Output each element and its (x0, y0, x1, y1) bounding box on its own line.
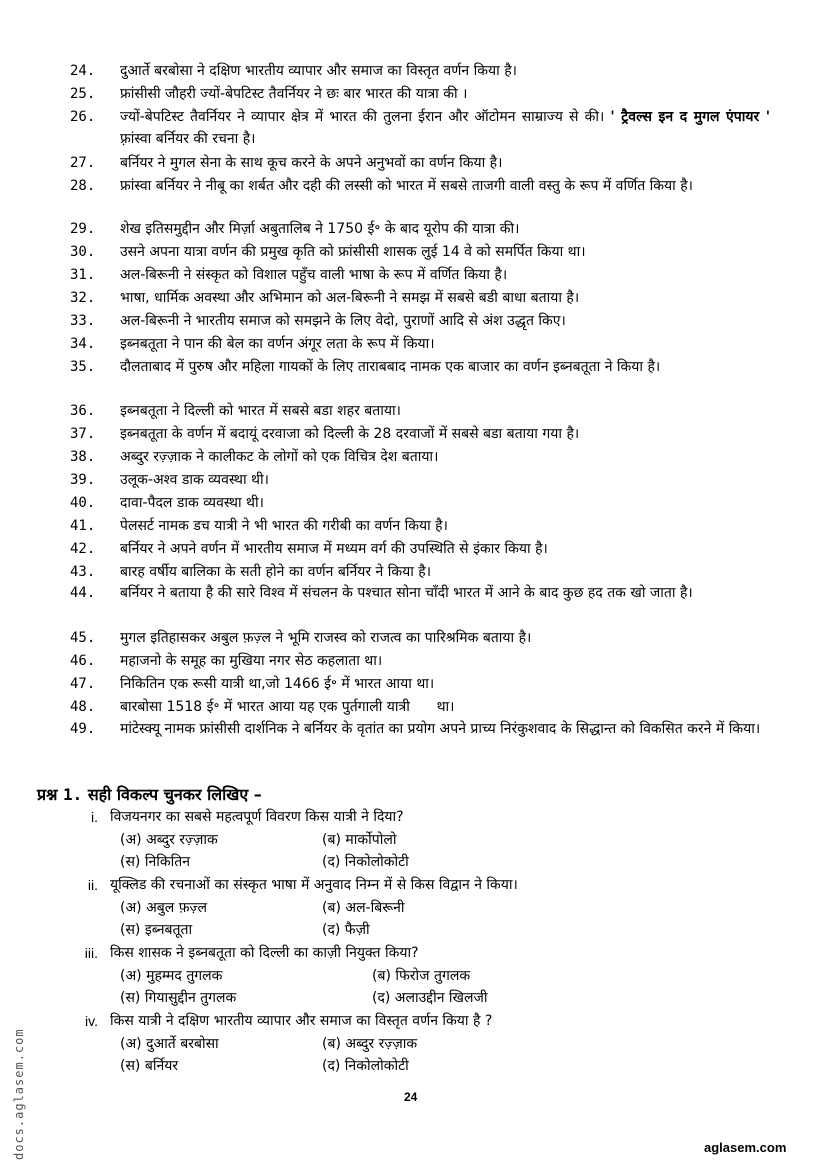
statement-34 (70, 333, 770, 355)
statement-number: 26. (70, 109, 96, 125)
brand-footer[interactable]: aglasem.com (704, 1140, 787, 1155)
statement-text: अल-बिरूनी ने भारतीय समाज को समझने के लिए वेदो, पुराणों आदि से अंश उद्धृत किए। (120, 313, 566, 329)
statement-text: बर्नियर ने बताया है की सारे विश्व में संचलन के पश्चात सोना चाँदी भारत में आने के बाद कुछ हद तक खो जाता है। (120, 585, 693, 601)
statement-number: 30. (70, 244, 96, 260)
option-c: (स) इब्नबतूता (120, 922, 193, 938)
statement-number: 47. (70, 676, 96, 692)
side-watermark: docs.aglasem.com (12, 1028, 26, 1160)
statement-number: 43. (70, 564, 96, 580)
statement-text: अल-बिरूनी ने संस्कृत को विशाल पहुँच वाली भाषा के रूप में वर्णित किया है। (120, 267, 508, 283)
statement-text: बर्नियर ने अपने वर्णन में भारतीय समाज में मध्यम वर्ग की उपस्थिति से इंकार किया है। (120, 541, 548, 557)
statement-38 (70, 446, 770, 468)
statement-39 (70, 469, 770, 491)
option-b: (ब) अल-बिरूनी (322, 900, 405, 916)
statement-text: पेलसर्ट नामक डच यात्री ने भी भारत की गरीबी का वर्णन किया है। (120, 518, 448, 534)
question-number: iv. (85, 1013, 98, 1029)
statement-25 (70, 83, 770, 105)
statement-number: 28. (70, 178, 96, 194)
statement-37 (70, 423, 770, 445)
statement-number: 32. (70, 290, 96, 306)
statement-24 (70, 60, 770, 82)
question-text: किस यात्री ने दक्षिण भारतीय व्यापार और समाज का विस्तृत वर्णन किया है ? (110, 1013, 493, 1029)
statement-number: 38. (70, 449, 96, 465)
statement-text: फ्रांस्वा बर्नियर ने नीबू का शर्बत और दही की लस्सी को भारत में सबसे ताजगी वाली वस्तु के रूप में वर्णित किया है। (120, 178, 693, 194)
statement-number: 42. (70, 541, 96, 557)
question-number: ii. (87, 877, 98, 893)
statement-number: 40. (70, 495, 96, 511)
option-d: (द) अलाउद्दीन खिलजी (372, 990, 488, 1006)
statement-43 (70, 561, 770, 583)
question-number: iii. (84, 945, 98, 961)
statement-text: दुआर्ते बरबोसा ने दक्षिण भारतीय व्यापार और समाज का विस्तृत वर्णन किया है। (120, 63, 517, 79)
statement-31 (70, 264, 770, 286)
statement-text: निकितिन एक रूसी यात्री था,जो 1466 ई॰ में भारत आया था। (120, 676, 435, 692)
statement-text: मांटेस्क्यू नामक फ्रांसीसी दार्शनिक ने बर्नियर के वृतांत का प्रयोग अपने प्राच्य निरंकुशवाद के सिद्धान्त को विकसित करने में किया। (120, 721, 761, 737)
statement-number: 41. (70, 518, 96, 534)
statement-text: दावा-पैदल डाक व्यवस्था थी। (120, 495, 264, 511)
statement-number: 29. (70, 221, 96, 237)
statement-text: अब्दुर रज़्ज़ाक ने कालीकट के लोगों को एक विचित्र देश बताया। (120, 449, 439, 465)
option-b: (ब) अब्दुर रज़्ज़ाक (322, 1036, 418, 1052)
statement-42 (70, 538, 770, 560)
statement-33 (70, 310, 770, 332)
statement-number: 34. (70, 336, 96, 352)
statement-text: ज्यों-बेपटिस्ट तैवर्नियर ने व्यापार क्षेत्र में भारत की तुलना ईरान और ऑटोमन साम्राज्य से की। ' ट्रैवल्स इन द मुगल एंपायर ' फ़्रांस्वा बर्नियर की रचना है। (120, 109, 770, 148)
statement-text: भाषा, धार्मिक अवस्था और अभिमान को अल-बिरूनी ने समझ में सबसे बडी बाधा बताया है। (120, 290, 580, 306)
option-b: (ब) मार्कोपोलो (322, 832, 397, 848)
statement-text: बारबोसा 1518 ई॰ में भारत आया यह एक पुर्तगाली यात्री था। (120, 699, 455, 715)
statement-text: महाजनो के समूह का मुखिया नगर सेठ कहलाता था। (120, 653, 383, 669)
statement-number: 27. (70, 155, 96, 171)
question-number: i. (91, 809, 98, 825)
statement-text: उलूक-अश्व डाक व्यवस्था थी। (120, 472, 269, 488)
statement-30 (70, 241, 770, 263)
section-title: सही विकल्प चुनकर लिखिए – (87, 785, 262, 804)
statement-45 (70, 627, 770, 649)
statement-number: 37. (70, 426, 96, 442)
statement-47 (70, 673, 770, 695)
statement-number: 48. (70, 699, 96, 715)
statement-text: इब्नबतूता ने पान की बेल का वर्णन अंगूर लता के रूप में किया। (120, 336, 435, 352)
statement-number: 39. (70, 472, 96, 488)
option-c: (स) निकितिन (120, 854, 190, 870)
statement-number: 44. (70, 585, 96, 601)
statement-29 (70, 218, 770, 240)
statement-number: 25. (70, 86, 96, 102)
statement-text: शेख इतिसमुद्दीन और मिर्ज़ा अबुतालिब ने 1750 ई॰ के बाद यूरोप की यात्रा की। (120, 221, 520, 237)
statement-text: इब्नबतूता ने दिल्ली को भारत में सबसे बडा शहर बताया। (120, 403, 401, 419)
statement-text: दौलताबाद में पुरुष और महिला गायकों के लिए ताराबबाद नामक एक बाजार का वर्णन इब्नबतूता ने किया है। (120, 359, 661, 375)
section-label: प्रश्न (37, 785, 58, 804)
statement-number: 31. (70, 267, 96, 283)
statement-36 (70, 400, 770, 422)
option-a: (अ) मुहम्मद तुगलक (120, 968, 223, 984)
option-d: (द) फैज़ी (322, 922, 370, 938)
statement-text: बर्नियर ने मुगल सेना के साथ कूच करने के अपने अनुभवों का वर्णन किया है। (120, 155, 503, 171)
option-a: (अ) अब्दुर रज़्ज़ाक (120, 832, 218, 848)
statement-number: 24. (70, 63, 96, 79)
statement-number: 35. (70, 359, 96, 375)
option-c: (स) बर्नियर (120, 1058, 179, 1074)
statement-number: 46. (70, 653, 96, 669)
option-c: (स) गियासुद्दीन तुगलक (120, 990, 237, 1006)
page-number: 24 (404, 1090, 418, 1104)
statement-text: फ्रांसीसी जौहरी ज्यों-बेपटिस्ट तैवर्नियर ने छः बार भारत की यात्रा की । (120, 86, 468, 102)
question-text: यूक्लिड की रचनाओं का संस्कृत भाषा में अनुवाद निम्न में से किस विद्वान ने किया। (110, 877, 518, 893)
statement-text: मुगल इतिहासकर अबुल फ़ज़्ल ने भूमि राजस्व को राजत्व का पारिश्रमिक बताया है। (120, 630, 532, 646)
statement-35 (70, 356, 770, 378)
option-b: (ब) फिरोज तुगलक (372, 968, 471, 984)
statement-48 (70, 696, 770, 718)
section-heading (37, 783, 262, 805)
statement-49 (70, 718, 770, 740)
statement-32 (70, 287, 770, 309)
section-number: 1. (63, 785, 83, 804)
statement-28 (70, 175, 770, 197)
statement-number: 33. (70, 313, 96, 329)
statement-number: 45. (70, 630, 96, 646)
statement-number: 49. (70, 721, 96, 737)
question-text: किस शासक ने इब्नबतूता को दिल्ली का काज़ी नियुक्त किया? (110, 945, 419, 961)
question-text: विजयनगर का सबसे महत्वपूर्ण विवरण किस यात्री ने दिया? (110, 809, 404, 825)
statement-text: उसने अपना यात्रा वर्णन की प्रमुख कृति को फ्रांसीसी शासक लुई 14 वे को समर्पित किया था। (120, 244, 586, 260)
statement-number: 36. (70, 403, 96, 419)
statement-26 (70, 106, 770, 151)
statement-text: बारह वर्षीय बालिका के सती होने का वर्णन बर्नियर ने किया है। (120, 564, 432, 580)
option-d: (द) निकोलोकोटी (322, 1058, 409, 1074)
statement-44 (70, 582, 770, 604)
option-d: (द) निकोलोकोटी (322, 854, 409, 870)
statement-46 (70, 650, 770, 672)
statement-40 (70, 492, 770, 514)
statement-text: इब्नबतूता के वर्णन में बदायूं दरवाजा को दिल्ली के 28 दरवाजों में सबसे बडा बताया गया है। (120, 426, 580, 442)
statement-27 (70, 152, 770, 174)
option-a: (अ) अबुल फ़ज़्ल (120, 900, 207, 916)
option-a: (अ) दुआर्ते बरबोसा (120, 1036, 219, 1052)
book-title: ' ट्रैवल्स इन द मुगल एंपायर ' (610, 109, 770, 125)
statement-41 (70, 515, 770, 537)
